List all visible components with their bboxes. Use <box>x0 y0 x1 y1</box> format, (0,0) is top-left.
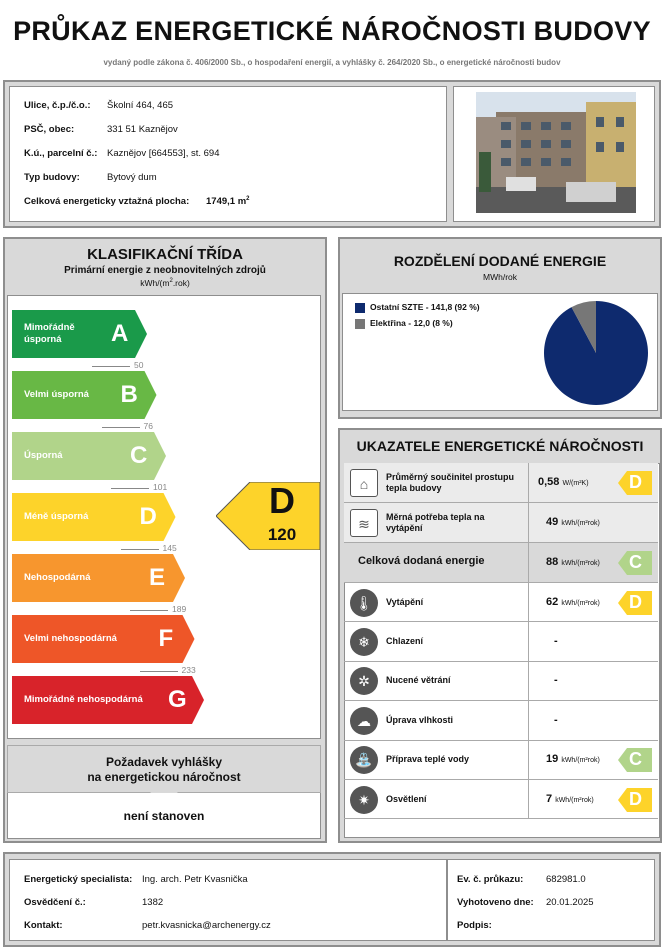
threshold-line <box>111 488 149 489</box>
indicator-value: - <box>554 674 558 687</box>
threshold-value: 76 <box>143 421 153 431</box>
indicator-label: Měrná potřeba tepla na vytápění <box>386 512 485 533</box>
date-value: 20.01.2025 <box>546 897 594 908</box>
type-label: Typ budovy: <box>24 172 80 183</box>
indicator-unit: kWh/(m²rok) <box>555 796 594 804</box>
threshold-line <box>102 427 140 428</box>
row-divider <box>528 780 529 819</box>
class-letter: G <box>168 686 187 713</box>
distribution-unit: MWh/rok <box>483 272 517 282</box>
classification-title: KLASIFIKAČNÍ TŘÍDA <box>87 246 243 263</box>
specialist-label: Energetický specialista: <box>24 874 133 885</box>
class-name: Velmi nehospodárná <box>24 633 117 644</box>
threshold-line <box>130 610 168 611</box>
indicator-value: 62 <box>546 595 559 608</box>
building-photo-frame <box>453 86 655 222</box>
row-divider <box>528 701 529 740</box>
indicator-row <box>344 622 658 661</box>
psc-value: 331 51 Kaznějov <box>107 124 178 135</box>
specialist-info <box>9 859 447 941</box>
threshold-value: 189 <box>172 604 187 614</box>
pie-chart <box>542 299 650 407</box>
cooling-icon: ❄ <box>350 628 378 656</box>
indicator-row <box>344 780 658 819</box>
requirement-body <box>7 793 321 839</box>
indicator-label: Úprava vlhkosti <box>386 714 454 725</box>
class-bar-a <box>12 310 147 358</box>
threshold-line <box>92 366 130 367</box>
contact-value: petr.kvasnicka@archenergy.cz <box>142 920 271 931</box>
ev-label: Ev. č. průkazu: <box>457 874 524 885</box>
class-letter: D <box>139 503 157 530</box>
indicator-value: 49 <box>546 516 559 528</box>
contact-label: Kontakt: <box>24 920 63 931</box>
threshold-value: 101 <box>153 482 168 492</box>
indicator-row <box>344 701 658 740</box>
class-bar-e <box>12 554 185 602</box>
threshold-value: 233 <box>181 665 196 675</box>
requirement-title-1: Požadavek vyhlášky <box>105 755 223 769</box>
indicator-label: Vytápění <box>386 596 424 607</box>
row-divider <box>528 463 529 503</box>
street-value: Školní 464, 465 <box>107 100 174 111</box>
certificate-info <box>447 859 655 941</box>
distribution-chart-area <box>342 293 658 411</box>
class-bar-g <box>12 676 204 724</box>
legend-swatch-elektrina <box>355 319 365 329</box>
class-letter: E <box>149 564 166 591</box>
page-subtitle: vydaný podle zákona č. 406/2000 Sb., o hospodaření energií, a vyhlášky č. 264/2020 Sb., o energetické náročnosti budov <box>103 58 561 67</box>
grade-badge <box>618 551 652 575</box>
requirement-title-2: na energetickou náročnost <box>87 770 241 784</box>
indicator-label: Nucené větrání <box>386 675 451 686</box>
indicator-unit: W/(m²K) <box>562 480 589 487</box>
page-title: PRŮKAZ ENERGETICKÉ NÁROČNOSTI BUDOVY <box>13 16 651 46</box>
house-icon: ⌂ <box>350 469 378 497</box>
indicator-value: - <box>554 713 558 726</box>
ev-value: 682981.0 <box>546 874 586 885</box>
legend-label-szte: Ostatní SZTE - 141,8 (92 %) <box>370 302 480 312</box>
indicator-row <box>344 463 658 503</box>
grade-letter: D <box>629 788 642 809</box>
classification-unit: kWh/$(m^2.rok)$ <box>140 278 190 288</box>
ku-value: Kaznějov [664553], st. 694 <box>107 148 220 159</box>
class-bar-b <box>12 371 157 419</box>
type-value: Bytový dum <box>107 172 157 183</box>
indicator-unit: kWh/(m²rok) <box>561 560 600 567</box>
fan-icon: ✲ <box>350 667 378 695</box>
class-letter: F <box>158 625 174 652</box>
row-divider <box>528 543 529 583</box>
indicator-label: Příprava teplé vody <box>386 754 470 765</box>
class-bar-d <box>12 493 176 541</box>
row-divider <box>528 662 529 701</box>
class-letter: C <box>130 442 148 469</box>
grade-badge <box>618 788 652 812</box>
grade-letter: C <box>629 552 642 572</box>
building-photo <box>476 92 636 213</box>
class-name: Mimořádně úsporná <box>24 322 75 345</box>
row-divider <box>528 583 529 622</box>
class-bar-c <box>12 432 166 480</box>
indicator-row <box>344 543 658 583</box>
humidity-icon: ☁ <box>350 707 378 735</box>
class-name: Nehospodárná <box>24 572 91 583</box>
class-name: Méně úsporná <box>24 511 89 522</box>
indicator-value: 0,58 <box>538 476 560 488</box>
sign-label: Podpis: <box>457 920 492 931</box>
grade-letter: D <box>629 591 642 612</box>
class-letter: A <box>111 320 129 347</box>
grade-badge <box>618 748 652 772</box>
cert-label: Osvědčení č.: <box>24 897 86 908</box>
indicator-row <box>344 662 658 701</box>
grade-letter: D <box>629 472 642 492</box>
class-name: Mimořádně nehospodárná <box>24 694 143 705</box>
thermometer-icon: 🌡 <box>350 589 378 617</box>
class-bar-f <box>12 615 195 663</box>
indicators-title: UKAZATELE ENERGETICKÉ NÁROČNOSTI <box>356 438 644 454</box>
threshold-value: 145 <box>162 543 177 553</box>
indicator-value: 88 <box>546 556 559 568</box>
indicator-value: 7 <box>546 792 553 805</box>
ku-label: K.ú., parcelní č.: <box>24 148 98 159</box>
psc-label: PSČ, obec: <box>24 124 75 135</box>
grade-badge <box>618 471 652 495</box>
bulb-icon: ✷ <box>350 786 378 814</box>
indicator-label: Celková dodaná energie <box>358 555 485 567</box>
legend-label-elektrina: Elektřina - 12,0 (8 %) <box>370 318 453 328</box>
indicator-label: Osvětlení <box>386 793 427 804</box>
row-divider <box>528 622 529 661</box>
grade-badge <box>618 591 652 615</box>
faucet-icon: ⛲ <box>350 746 378 774</box>
grade-letter: C <box>629 749 642 770</box>
class-letter: B <box>120 381 138 408</box>
radiator-icon: ≋ <box>350 509 378 537</box>
result-letter: D <box>269 480 295 521</box>
distribution-title: ROZDĚLENÍ DODANÉ ENERGIE <box>393 253 607 269</box>
indicator-value: 19 <box>546 753 559 766</box>
row-divider <box>528 503 529 543</box>
area-label: Celková energeticky vztažná plocha: <box>24 196 190 207</box>
class-name: Velmi úsporná <box>24 389 89 400</box>
legend-swatch-szte <box>355 303 365 313</box>
row-divider <box>528 741 529 780</box>
threshold-line <box>121 549 159 550</box>
date-label: Vyhotoveno dne: <box>457 897 534 908</box>
class-name: Úsporná <box>24 450 63 461</box>
indicator-unit: kWh/(m²rok) <box>561 599 600 607</box>
indicator-label: Chlazení <box>386 636 424 647</box>
indicator-unit: kWh/(m²rok) <box>561 757 600 765</box>
area-value: 1749,1 $m^2$ <box>206 196 250 208</box>
cert-value: 1382 <box>142 897 164 908</box>
requirement-value: není stanoven <box>123 809 205 823</box>
indicator-row <box>344 741 658 780</box>
street-label: Ulice, č.p./č.o.: <box>24 100 91 111</box>
indicator-row <box>344 503 658 543</box>
building-info <box>9 86 447 222</box>
threshold-line <box>140 671 178 672</box>
indicator-unit: kWh/(m²rok) <box>561 520 600 527</box>
indicator-value: - <box>554 635 558 648</box>
requirement-header <box>7 745 321 793</box>
threshold-value: 50 <box>134 360 144 370</box>
result-value: 120 <box>267 525 297 544</box>
indicator-label: Průměrný součinitel prostupu tepla budovy <box>386 472 515 493</box>
classification-subtitle: Primární energie z neobnovitelných zdrojů <box>64 265 266 276</box>
indicator-row <box>344 583 658 622</box>
specialist-value: Ing. arch. Petr Kvasnička <box>142 874 248 885</box>
